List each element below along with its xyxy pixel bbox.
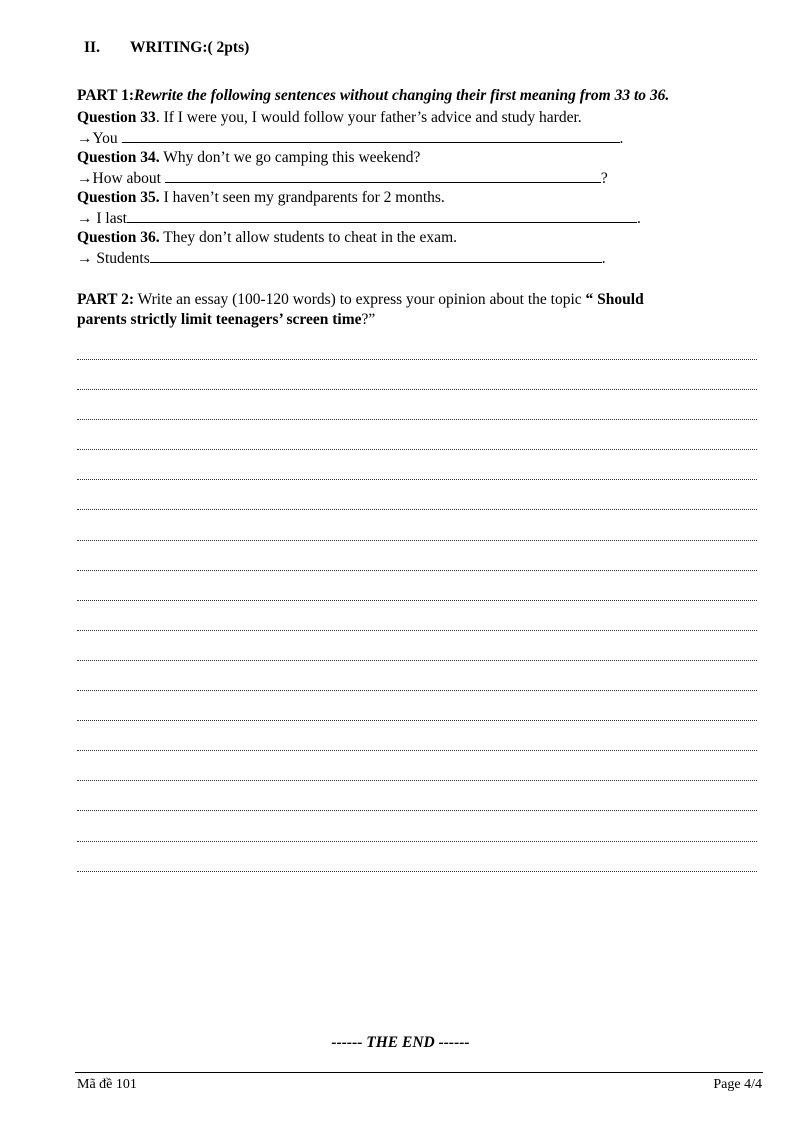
question-text: They don’t allow students to cheat in the exam. <box>159 229 457 246</box>
exam-code: Mã đề 101 <box>77 1077 137 1092</box>
dotted-rule <box>77 379 757 390</box>
dotted-rule <box>77 831 757 842</box>
question-35 <box>77 189 445 207</box>
question-36 <box>77 229 457 247</box>
essay-dotted-line[interactable] <box>77 646 757 676</box>
essay-dotted-line[interactable] <box>77 526 757 556</box>
essay-dotted-line[interactable] <box>77 796 757 826</box>
part2-topic-text: “ Should <box>585 291 644 308</box>
dotted-rule <box>77 861 757 872</box>
part2-heading <box>77 290 644 330</box>
essay-dotted-line[interactable] <box>77 616 757 646</box>
answer-blank[interactable] <box>122 129 620 143</box>
dotted-rule <box>77 740 757 751</box>
dotted-rule <box>77 349 757 360</box>
question-34 <box>77 149 420 167</box>
part2-topic-text-cont: parents strictly limit teenagers’ screen time <box>77 311 362 328</box>
answer-prompt: → Students <box>77 250 150 267</box>
dotted-rule <box>77 409 757 420</box>
part2-topic-close: ?” <box>361 311 376 328</box>
answer-prompt: →You <box>77 130 122 147</box>
part2-label: PART 2: <box>77 291 135 308</box>
essay-dotted-line[interactable] <box>77 345 757 375</box>
dotted-rule <box>77 560 757 571</box>
answer-blank[interactable] <box>127 209 637 223</box>
page-number: Page 4/4 <box>713 1077 762 1092</box>
answer-prompt: →How about <box>77 170 165 187</box>
essay-dotted-line[interactable] <box>77 766 757 796</box>
essay-dotted-line[interactable] <box>77 736 757 766</box>
answer-blank[interactable] <box>165 169 601 183</box>
essay-dotted-line[interactable] <box>77 676 757 706</box>
essay-dotted-line[interactable] <box>77 706 757 736</box>
essay-dotted-line[interactable] <box>77 465 757 495</box>
essay-dotted-line[interactable] <box>77 556 757 586</box>
part1-label: PART 1: <box>77 87 135 104</box>
dotted-rule <box>77 590 757 601</box>
question-label: Question 33 <box>77 109 156 126</box>
answer-35 <box>77 209 641 228</box>
dotted-rule <box>77 620 757 631</box>
section-heading <box>84 39 249 57</box>
answer-33 <box>77 129 623 148</box>
dotted-rule <box>77 770 757 781</box>
dotted-rule <box>77 439 757 450</box>
dotted-rule <box>77 530 757 541</box>
part1-instruction: Rewrite the following sentences without changing their first meaning from 33 to 36. <box>134 87 670 104</box>
question-label: Question 34. <box>77 149 160 166</box>
essay-dotted-line[interactable] <box>77 435 757 465</box>
question-text: Why don’t we go camping this weekend? <box>159 149 421 166</box>
essay-dotted-line[interactable] <box>77 495 757 525</box>
question-label: Question 35. <box>77 189 160 206</box>
question-label: Question 36. <box>77 229 160 246</box>
section-title: WRITING:( 2pts) <box>130 39 250 56</box>
section-number: II. <box>84 39 100 56</box>
dotted-rule <box>77 650 757 661</box>
dotted-rule <box>77 499 757 510</box>
part1-heading <box>77 87 669 105</box>
essay-dotted-line[interactable] <box>77 405 757 435</box>
the-end-marker: ------ THE END ------ <box>331 1034 470 1051</box>
dotted-rule <box>77 469 757 480</box>
essay-dotted-line[interactable] <box>77 375 757 405</box>
essay-dotted-line[interactable] <box>77 827 757 857</box>
part2-instruction: Write an essay (100-120 words) to express your opinion about the topic <box>134 291 586 308</box>
footer-divider <box>75 1072 763 1073</box>
answer-blank[interactable] <box>150 249 602 263</box>
essay-dotted-line[interactable] <box>77 586 757 616</box>
answer-prompt: → I last <box>77 210 127 227</box>
dotted-rule <box>77 710 757 721</box>
answer-end: . <box>601 250 606 267</box>
dotted-rule <box>77 680 757 691</box>
answer-end: . <box>636 210 641 227</box>
essay-dotted-line[interactable] <box>77 857 757 887</box>
essay-writing-area[interactable] <box>77 345 757 887</box>
question-33 <box>77 109 582 127</box>
answer-end: ? <box>600 170 608 187</box>
answer-34 <box>77 169 608 188</box>
question-text: . If I were you, I would follow your father’s advice and study harder. <box>155 109 582 126</box>
dotted-rule <box>77 800 757 811</box>
answer-end: . <box>619 130 624 147</box>
question-text: I haven’t seen my grandparents for 2 months. <box>159 189 445 206</box>
answer-36 <box>77 249 606 268</box>
